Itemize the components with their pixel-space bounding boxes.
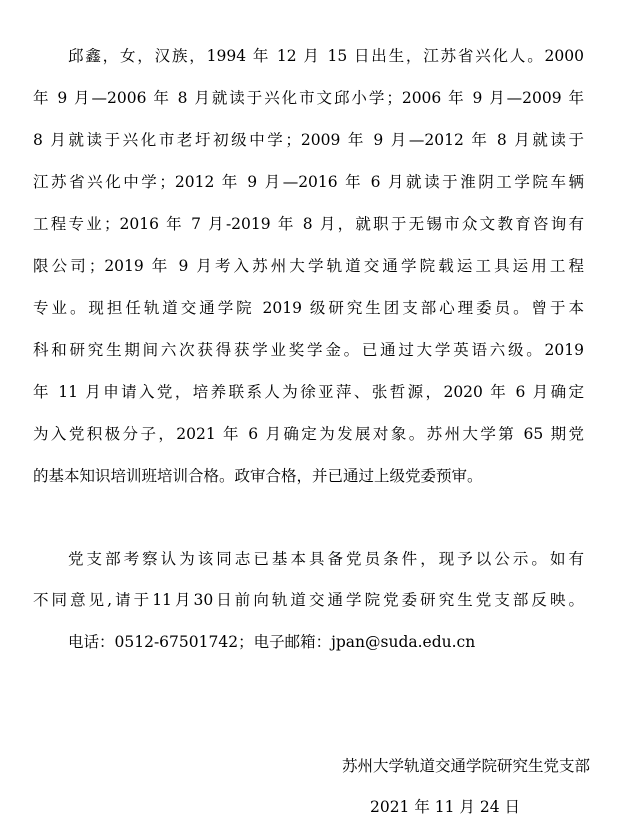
bio-line: 8 月就读于兴化市老圩初级中学；2009 年 9 月—2012 年 8 月就读于	[33, 131, 584, 149]
bio-line: 年 11 月申请入党，培养联系人为徐亚萍、张哲源，2020 年 6 月确定	[33, 383, 584, 401]
signature-date: 2021 年 11 月 24 日	[369, 798, 520, 816]
bio-line: 年 9 月—2006 年 8 月就读于兴化市文邱小学；2006 年 9 月—2009 年	[33, 89, 584, 107]
contact-info: 电话：0512-67501742；电子邮箱：jpan@suda.edu.cn	[68, 633, 476, 651]
notice-line: 不同意见,请于11月30日前向轨道交通学院党委研究生党支部反映。	[33, 591, 584, 609]
bio-line: 专业。现担任轨道交通学院 2019 级研究生团支部心理委员。曾于本	[33, 299, 584, 317]
bio-line: 科和研究生期间六次获得获学业奖学金。已通过大学英语六级。2019	[33, 341, 584, 359]
bio-line: 江苏省兴化中学；2012 年 9 月—2016 年 6 月就读于淮阴工学院车辆	[33, 173, 584, 191]
bio-line: 限公司；2019 年 9 月考入苏州大学轨道交通学院载运工具运用工程	[33, 257, 584, 275]
bio-line: 为入党积极分子，2021 年 6 月确定为发展对象。苏州大学第 65 期党	[33, 425, 584, 443]
bio-line: 邱鑫，女，汉族，1994 年 12 月 15 日出生，江苏省兴化人。2000	[68, 47, 584, 65]
notice-line: 党支部考察认为该同志已基本具备党员条件，现予以公示。如有	[68, 550, 584, 568]
bio-line: 工程专业；2016 年 7 月-2019 年 8 月，就职于无锡市众文教育咨询有	[33, 215, 584, 233]
signature-organization: 苏州大学轨道交通学院研究生党支部	[341, 757, 590, 775]
bio-line: 的基本知识培训班培训合格。政审合格，并已通过上级党委预审。	[33, 467, 483, 485]
